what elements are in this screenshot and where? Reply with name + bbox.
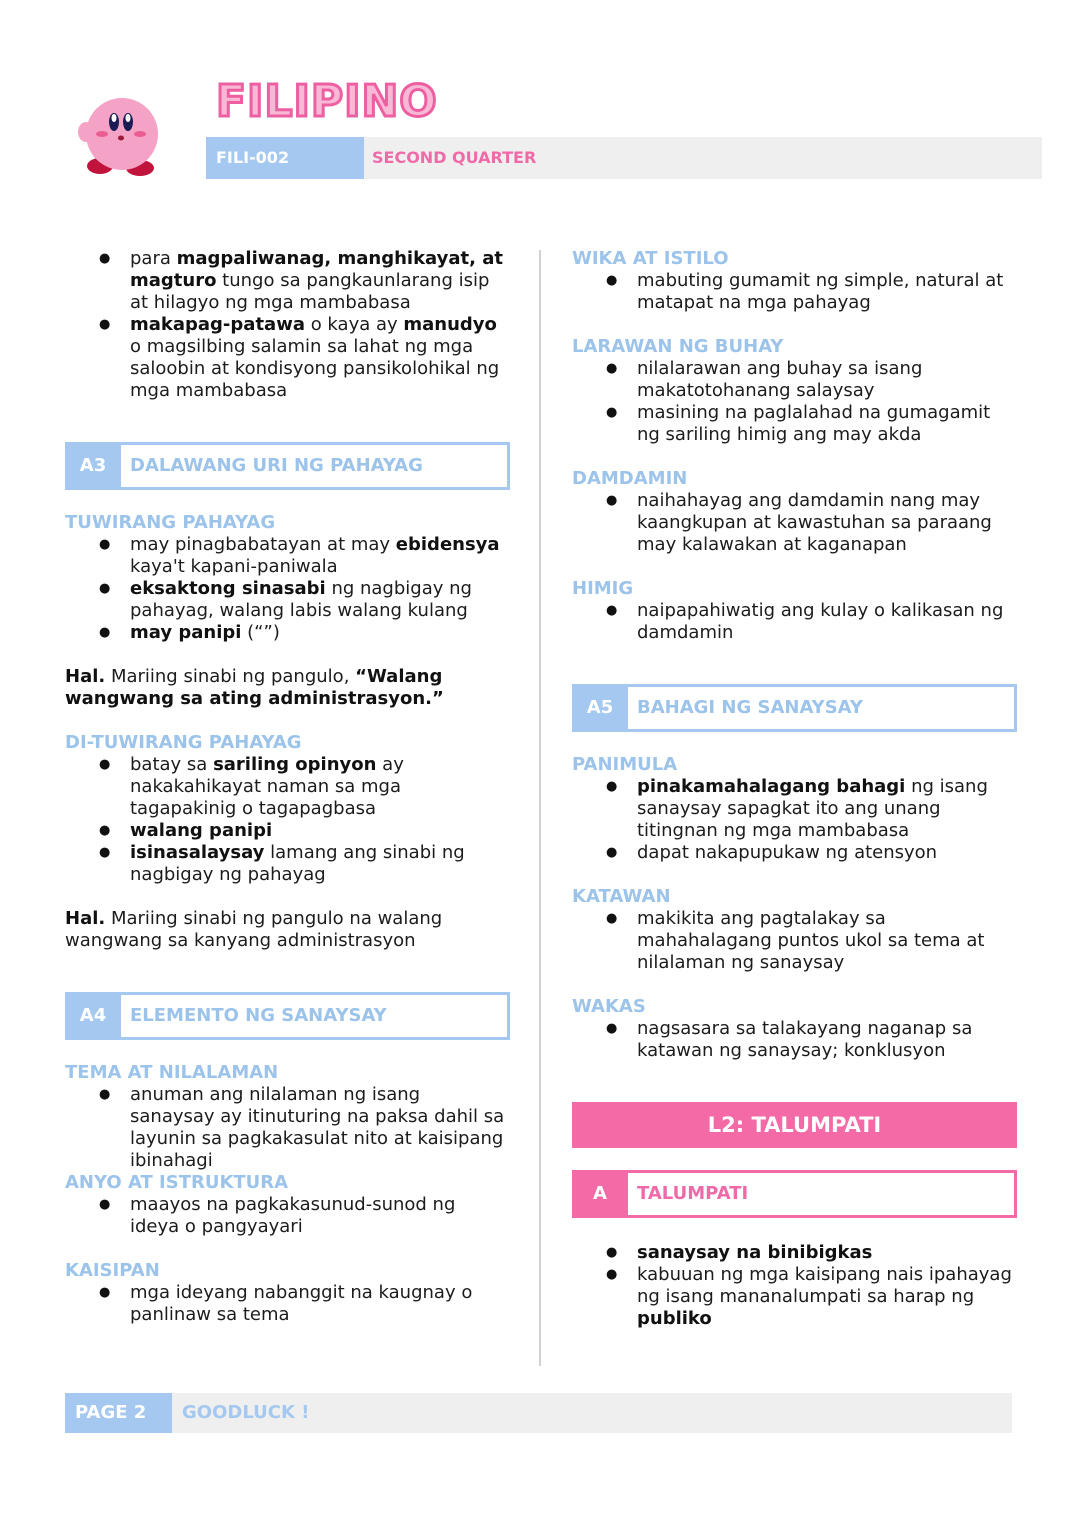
- section-label: BAHAGI NG SANAYSAY: [637, 697, 863, 718]
- bold-text: manudyo: [403, 314, 497, 335]
- kaisipan-list: [65, 1282, 510, 1326]
- list-item: [65, 534, 510, 578]
- bold-text: may panipi: [130, 622, 242, 643]
- subheading-di-tuwiran: DI-TUWIRANG PAHAYAG: [65, 732, 302, 753]
- text: lamang ang sinabi ng nagbigay ng pahayag: [130, 842, 465, 885]
- example-label: Hal.: [65, 666, 106, 687]
- page-number: PAGE 2: [65, 1393, 172, 1433]
- subheading-wika: WIKA AT ISTILO: [572, 248, 729, 269]
- example-2: [65, 908, 510, 952]
- bold-text: sariling opinyon: [213, 754, 377, 775]
- list-item: [65, 622, 510, 644]
- text: anuman ang nilalaman ng isang sanaysay ay itinuturing na paksa dahil sa layunin sa pagkakasulat nito at kaisipang ibinahagi: [130, 1084, 505, 1171]
- example-text: Mariing sinabi ng pangulo,: [105, 666, 356, 687]
- bold-text: magpaliwanag, manghikayat, at magturo: [130, 248, 503, 291]
- text: mga ideyang nabanggit na kaugnay o panlinaw sa tema: [130, 1282, 473, 1325]
- subheading-larawan: LARAWAN NG BUHAY: [572, 336, 784, 357]
- list-item: [65, 578, 510, 622]
- left-column: [65, 248, 510, 1326]
- intro-list: [65, 248, 510, 402]
- list-item: [65, 820, 510, 842]
- list-item: [65, 842, 510, 886]
- section-label: DALAWANG URI NG PAHAYAG: [130, 455, 423, 476]
- text: maayos na pagkakasunud-sunod ng ideya o pangyayari: [130, 1194, 456, 1237]
- text: ay nakakahikayat naman sa mga tagapakinig o tagapagbasa: [130, 754, 404, 819]
- list-item: [572, 358, 1017, 402]
- text: o magsilbing salamin sa lahat ng mga saloobin at kondisyong pansikolohikal ng mga mambabasa: [130, 336, 500, 401]
- subheading-tema: TEMA AT NILALAMAN: [65, 1062, 279, 1083]
- text: naipapahiwatig ang kulay o kalikasan ng damdamin: [637, 600, 1004, 643]
- list-item: [572, 1264, 1017, 1330]
- text: batay sa: [130, 754, 214, 775]
- list-item: [572, 1018, 1017, 1062]
- section-a5-header: [572, 684, 1017, 732]
- section-label: TALUMPATI: [637, 1183, 749, 1204]
- list-item: [65, 1194, 510, 1238]
- wika-list: [572, 270, 1017, 314]
- quarter-label: SECOND QUARTER: [372, 148, 537, 167]
- text: masining na paglalahad na gumagamit ng sariling himig ang may akda: [637, 402, 991, 445]
- subheading-kaisipan: KAISIPAN: [65, 1260, 160, 1281]
- subheading-panimula: PANIMULA: [572, 754, 678, 775]
- text: para: [130, 248, 177, 269]
- anyo-list: [65, 1194, 510, 1238]
- subheading-katawan: KATAWAN: [572, 886, 671, 907]
- list-item: [572, 1242, 1017, 1264]
- example-quote: “Walang wangwang sa ating administrasyon.”: [65, 666, 444, 709]
- section-talumpati-header: [572, 1170, 1017, 1218]
- right-column: [572, 248, 1017, 1330]
- lesson-banner: L2: TALUMPATI: [572, 1102, 1017, 1148]
- course-code: FILI-002: [206, 137, 364, 179]
- text: may pinagbabatayan at may: [130, 534, 396, 555]
- subheading-himig: HIMIG: [572, 578, 634, 599]
- list-item: [572, 600, 1017, 644]
- section-code: A5: [572, 684, 628, 732]
- bold-text: walang panipi: [130, 820, 273, 841]
- example-1: [65, 666, 510, 710]
- bold-text: pinakamahalagang bahagi: [637, 776, 906, 797]
- bold-text: sanaysay na binibigkas: [637, 1242, 873, 1263]
- footer-message: GOODLUCK !: [182, 1402, 310, 1423]
- list-item: [572, 842, 1017, 864]
- subheading-damdamin: DAMDAMIN: [572, 468, 688, 489]
- list-item: [65, 1084, 510, 1172]
- column-divider: [539, 250, 541, 1366]
- talumpati-list: [572, 1242, 1017, 1330]
- bold-text: eksaktong sinasabi: [130, 578, 326, 599]
- bold-text: makapag-patawa: [130, 314, 305, 335]
- section-a4-header: [65, 992, 510, 1040]
- example-label: Hal.: [65, 908, 106, 929]
- page-title: FILIPINO: [216, 76, 438, 127]
- text: nagsasara sa talakayang naganap sa katawan ng sanaysay; konklusyon: [637, 1018, 973, 1061]
- wakas-list: [572, 1018, 1017, 1062]
- text: kabuuan ng mga kaisipang nais ipahayag ng isang mananalumpati sa harap ng: [637, 1264, 1012, 1307]
- subheading-tuwiran: TUWIRANG PAHAYAG: [65, 512, 276, 533]
- bold-text: isinasalaysay: [130, 842, 265, 863]
- text: nilalarawan ang buhay sa isang makatotohanang salaysay: [637, 358, 923, 401]
- tema-list: [65, 1084, 510, 1172]
- bold-text: ebidensya: [395, 534, 500, 555]
- text: tungo sa pangkaunlarang isip at hilagyo ng mga mambabasa: [130, 270, 490, 313]
- larawan-list: [572, 358, 1017, 446]
- section-label: ELEMENTO NG SANAYSAY: [130, 1005, 387, 1026]
- katawan-list: [572, 908, 1017, 974]
- damdamin-list: [572, 490, 1017, 556]
- list-item: [65, 754, 510, 820]
- section-code: A3: [65, 442, 121, 490]
- kirby-icon: [78, 96, 168, 178]
- list-item: [572, 402, 1017, 446]
- text: naihahayag ang damdamin nang may kaangkupan at kawastuhan sa paraang may kalawakan at kaganapan: [637, 490, 992, 555]
- text: dapat nakapupukaw ng atensyon: [637, 842, 938, 863]
- example-text: Mariing sinabi ng pangulo na walang wangwang sa kanyang administrasyon: [65, 908, 443, 951]
- section-code: A4: [65, 992, 121, 1040]
- list-item: [572, 490, 1017, 556]
- subheading-wakas: WAKAS: [572, 996, 646, 1017]
- list-item: [65, 1282, 510, 1326]
- panimula-list: [572, 776, 1017, 864]
- text: makikita ang pagtalakay sa mahahalagang puntos ukol sa tema at nilalaman ng sanaysay: [637, 908, 985, 973]
- text: (“”): [241, 622, 280, 643]
- subheading-anyo: ANYO AT ISTRUKTURA: [65, 1172, 289, 1193]
- bold-text: publiko: [637, 1308, 712, 1329]
- list-item: [572, 908, 1017, 974]
- himig-list: [572, 600, 1017, 644]
- text: o kaya ay: [304, 314, 404, 335]
- text: ng isang sanaysay sapagkat ito ang unang titingnan ng mga mambabasa: [637, 776, 988, 841]
- text: mabuting gumamit ng simple, natural at matapat na mga pahayag: [637, 270, 1004, 313]
- text: kaya't kapani-paniwala: [130, 556, 338, 577]
- list-item: [572, 270, 1017, 314]
- list-item: [65, 314, 510, 402]
- section-code: A: [572, 1170, 628, 1218]
- di-tuwiran-list: [65, 754, 510, 886]
- list-item: [65, 248, 510, 314]
- section-a3-header: [65, 442, 510, 490]
- text: ng nagbigay ng pahayag, walang labis walang kulang: [130, 578, 472, 621]
- tuwiran-list: [65, 534, 510, 644]
- list-item: [572, 776, 1017, 842]
